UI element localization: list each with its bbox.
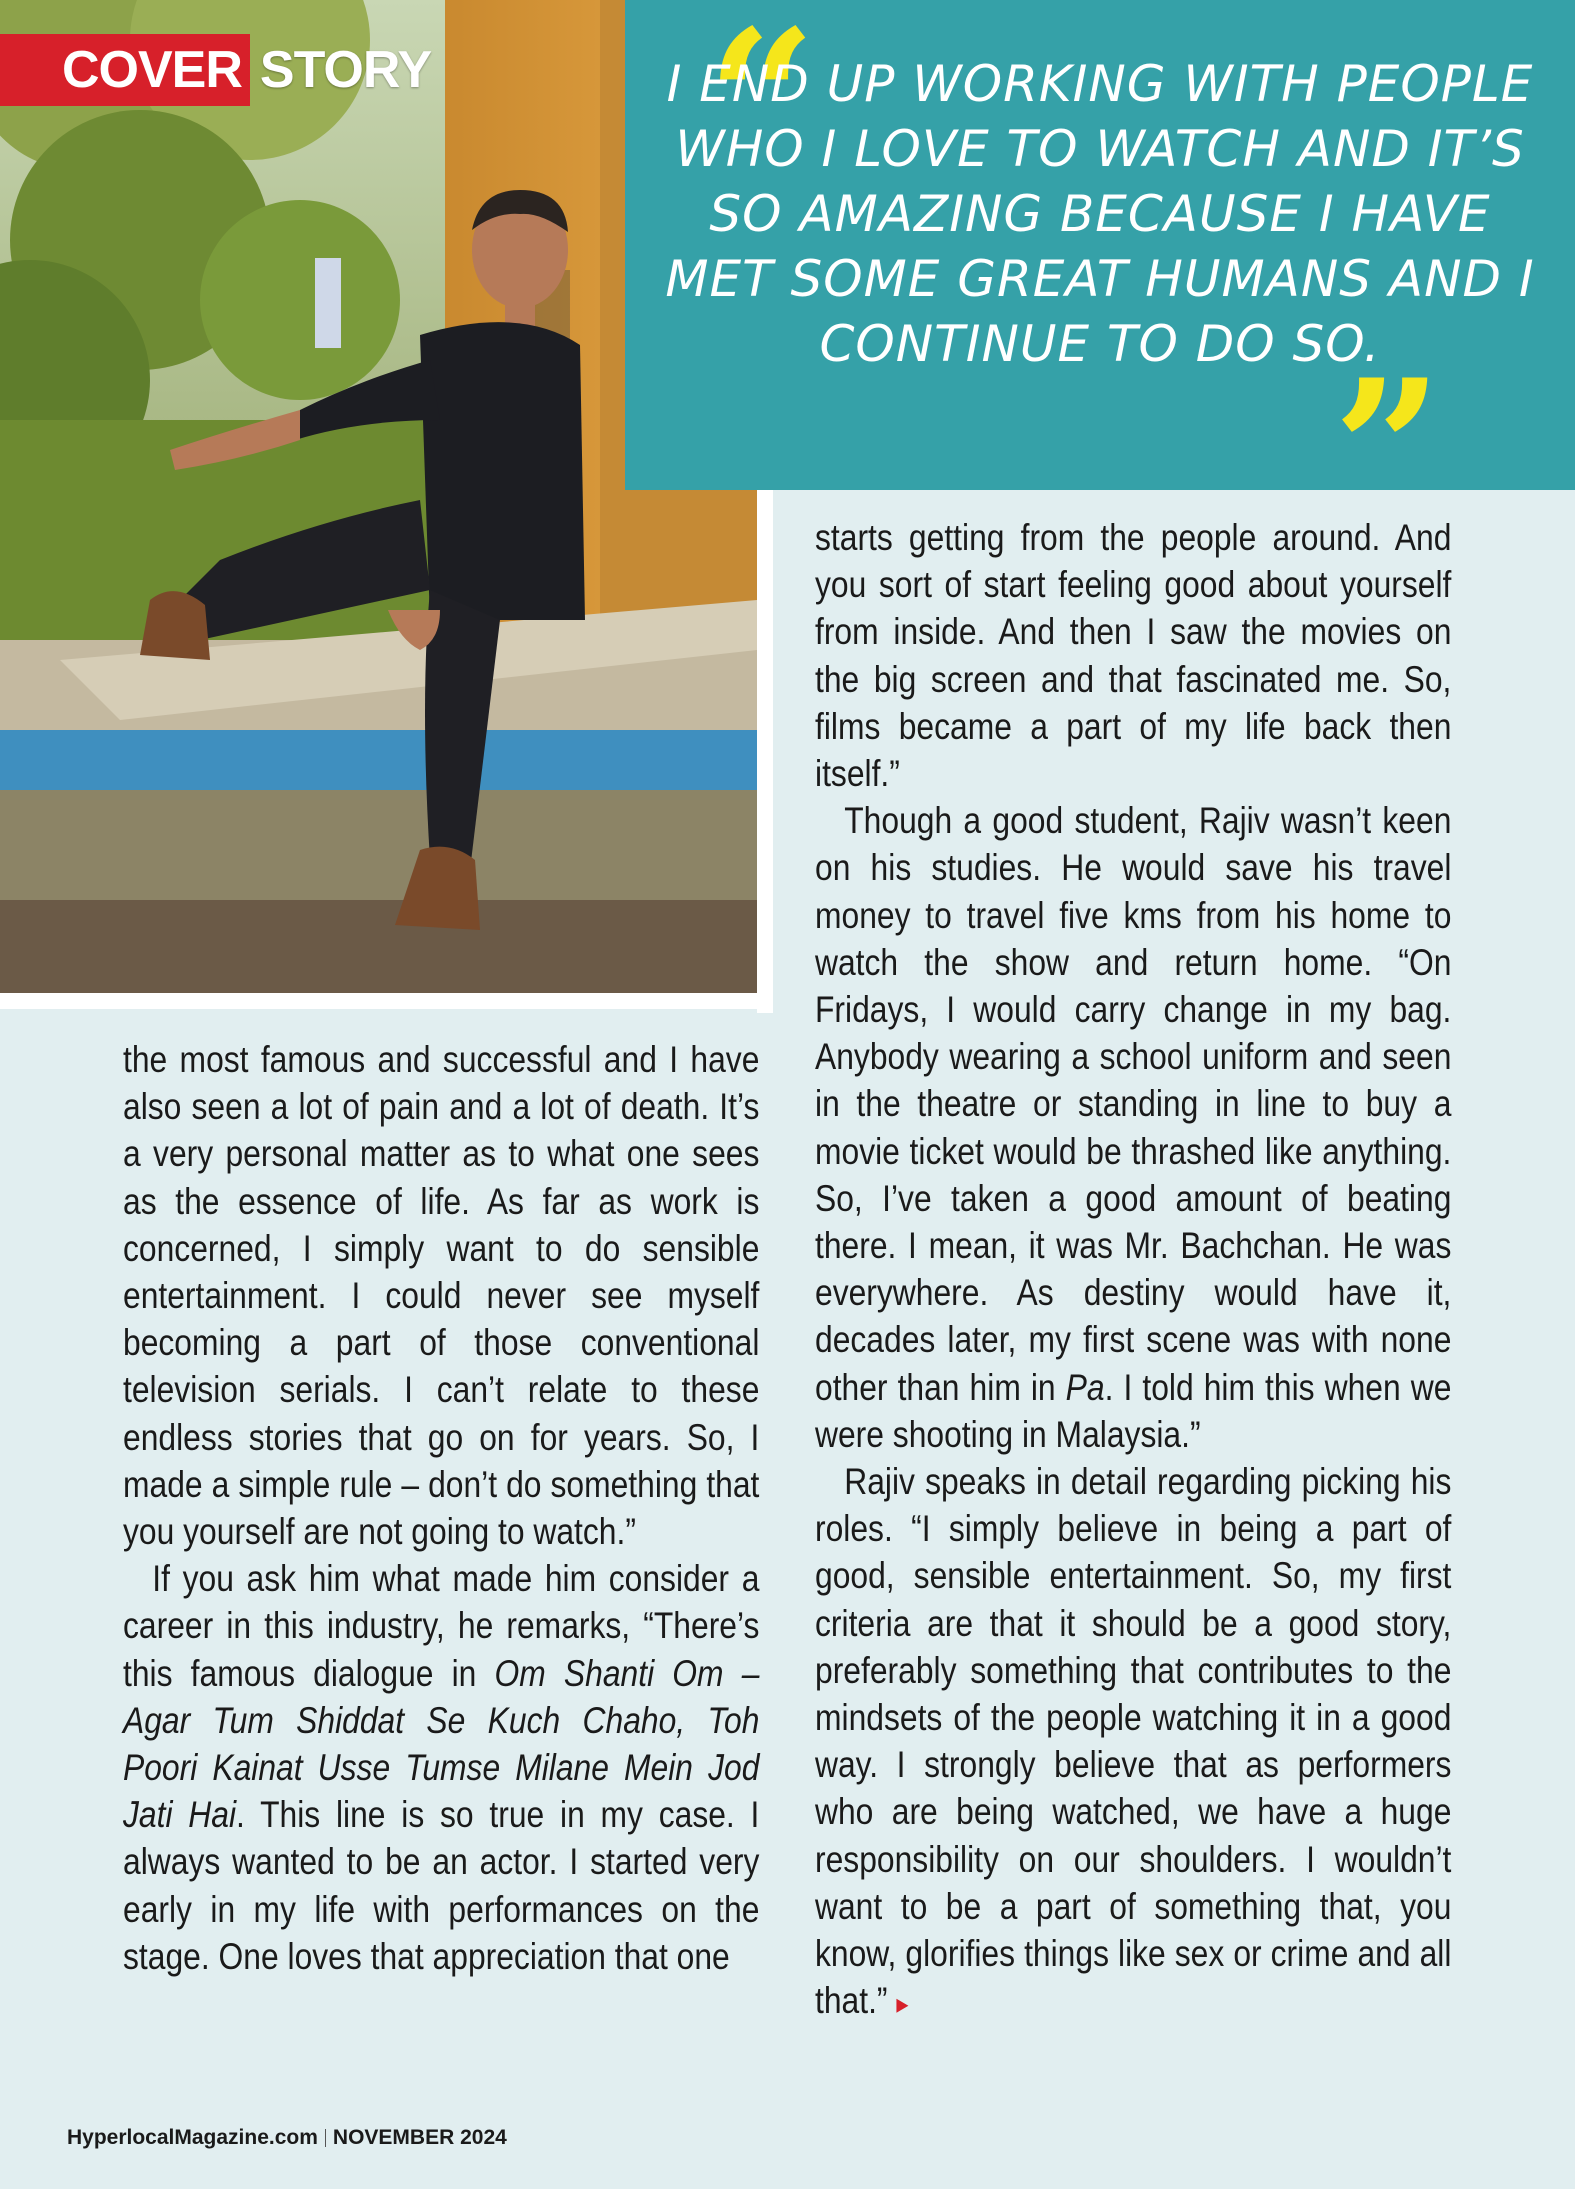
section-label-cover: COVER: [0, 34, 250, 106]
article-column-left: [123, 1036, 759, 1980]
paragraph: the most famous and successful and I have also seen a lot of pain and a lot of death. It’s a very personal matter as to what one sees as the essence of life. As far as work is concerned, I simply want to do sensible entertainment. I could never see myself becoming a part of those conventional television serials. I can’t relate to these endless stories that go on for years. So, I made a simple rule – don’t do something that you yourself are not going to watch.”: [123, 1039, 760, 1553]
paragraph: starts getting from the people around. And you sort of start feeling good about yourself from inside. And then I saw the movies on the big screen and that fascinated me. So, films became a part of my life back then itself.”: [815, 517, 1452, 795]
paragraph: [123, 1555, 759, 1980]
paragraph-text: If you ask him what made him consider a career in this industry, he remarks, “There’s this famous dialogue in: [123, 1558, 760, 1694]
open-quote-mark: “: [707, 0, 817, 211]
pull-quote-text: I END UP WORKING WITH PEOPLE WHO I LOVE TO WATCH AND IT’S SO AMAZING BECAUSE I HAVE MET SOME GREAT HUMANS AND I CONTINUE TO DO SO.: [665, 55, 1535, 373]
article-column-right: [815, 514, 1451, 2028]
pull-quote: [625, 0, 1575, 561]
paragraph: [815, 1458, 1451, 2027]
footer-issue: NOVEMBER 2024: [332, 2126, 507, 2149]
italic-title: Om Shanti Om – Agar Tum Shiddat Se Kuch Chaho, Toh Poori Kainat Usse Tumse Milane Mein Jod Jati Hai: [123, 1652, 760, 1836]
paragraph-text: Though a good student, Rajiv wasn’t keen on his studies. He would save his travel money to travel five kms from his home to watch the show and return home. “On Fridays, I would carry change in my bag. Anybody wearing a school uniform and seen in the theatre or standing in line to buy a movie ticket would be thrashed like anything. So, I’ve taken a good amount of beating there. I mean, it was Mr. Bachchan. He was everywhere. As destiny would have it, decades later, my first scene was with none other than him in: [815, 800, 1452, 1408]
footer-divider: [325, 2129, 326, 2147]
photo-frame-bottom: [0, 993, 773, 1009]
page-footer: [67, 2126, 507, 2150]
footer-site: HyperlocalMagazine.com: [67, 2126, 318, 2149]
italic-title: Pa: [1065, 1366, 1105, 1408]
paragraph-text: Rajiv speaks in detail regarding picking his roles. “I simply believe in being a part of good, sensible entertainment. So, my first criteria are that it should be a good story, preferably something that contributes to the mindsets of the people watching it in a good way. I strongly believe that as performers who are being watched, we have a huge responsibility on our shoulders. I wouldn’t want to be a part of something that, you know, glorifies things like sex or crime and all that.”: [815, 1461, 1452, 2022]
end-of-article-icon: ▸: [896, 1988, 909, 2020]
photo-frame-right: [757, 480, 773, 1013]
paragraph: [815, 797, 1451, 1458]
paragraph-text: . I told him this when we were shooting in Malaysia.”: [815, 1366, 1452, 1455]
section-badge: [0, 34, 431, 106]
section-label-story: STORY: [259, 41, 432, 99]
paragraph-text: . This line is so true in my case. I always wanted to be an actor. I started very early in my life with performances on the stage. One loves that appreciation that one: [123, 1794, 760, 1977]
close-quote-mark: ”: [1333, 338, 1443, 561]
